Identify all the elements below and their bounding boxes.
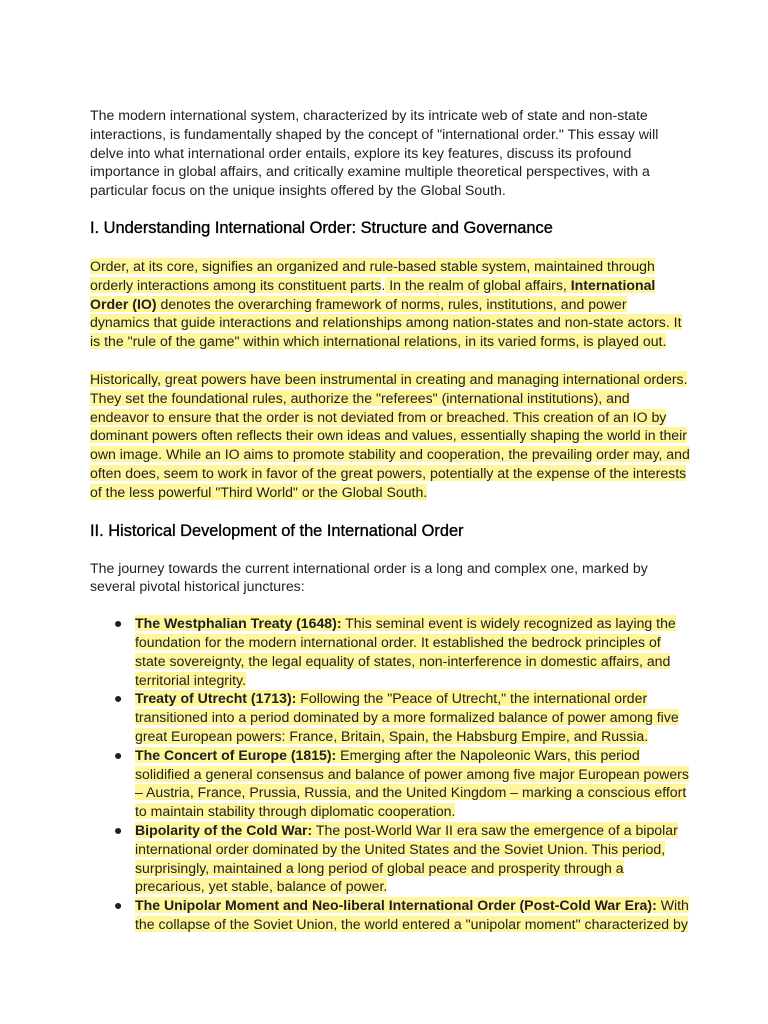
list-item-title: Treaty of Utrecht (1713): (135, 690, 297, 707)
list-item-text: Following the "Peace of Utrecht," the international order transitioned into a period dominated by a more formalized balance of power among five great European powers: France, Britain, Spain, the Habsburg Empire, and Russia. (135, 690, 679, 744)
para1-text-2: In the realm of global affairs, (385, 276, 571, 293)
bullet-icon: ● (113, 821, 123, 838)
bullet-icon: ● (113, 615, 123, 632)
highlight (135, 897, 689, 932)
list-item-title: The Concert of Europe (1815): (135, 746, 337, 763)
para1-text-1-end: . (381, 276, 386, 293)
bullet-icon: ● (113, 690, 123, 707)
para1-text-3: denotes the overarching framework of norms, rules, institutions, and power dynamics that guide interactions and relationships among nation-states and non-state actors. It is the "rule of the game" within which international relations, in its varied forms, is played out. (90, 295, 682, 350)
list-item (90, 689, 690, 745)
list-item (90, 614, 690, 689)
list-item-title: The Westphalian Treaty (1648): (135, 615, 342, 632)
highlight (135, 690, 679, 744)
highlight: Historically, great powers have been instrumental in creating and managing international orders. They set the foundational rules, authorize the "referees" (international institutions), and endeavor to ensure that the order is not deviated from or breached. This creation of an IO by dominant powers often reflects their own ideas and values, essentially shaping the world in their own image. While an IO aims to promote stability and cooperation, the prevailing order may, and often does, seem to work in favor of the great powers, potentially at the expense of the interests of the less powerful "Third World" or the Global South. (90, 370, 690, 500)
list-item-text: With the collapse of the Soviet Union, the world entered a "unipolar moment" characterized by (135, 897, 689, 932)
list-item-title: Bipolarity of the Cold War: (135, 821, 313, 838)
history-list (90, 614, 690, 934)
list-item (90, 896, 690, 934)
section1-paragraph-2 (90, 370, 690, 502)
section1-paragraph-1 (90, 257, 690, 351)
highlight (135, 615, 676, 687)
list-item-text: The post-World War II era saw the emergence of a bipolar international order dominated by the United States and the Soviet Union. This period, surprisingly, maintained a long period of global peace and prosperity through a precarious, yet stable, balance of power. (135, 821, 678, 895)
highlight (135, 747, 689, 819)
list-item (90, 821, 690, 896)
section-heading-2: II. Historical Development of the International Order (90, 521, 464, 540)
bullet-icon: ● (113, 897, 123, 914)
list-item (90, 746, 690, 821)
section2-intro: The journey towards the current international order is a long and complex one, marked by several pivotal historical junctures: (90, 559, 648, 595)
para1-text-1: Order, at its core, signifies an organized and rule-based stable system, maintained through orderly interactions among its constituent parts (90, 257, 655, 293)
list-item-title: The Unipolar Moment and Neo-liberal International Order (Post-Cold War Era): (135, 897, 657, 914)
document-body (90, 106, 690, 934)
section-heading-1: I. Understanding International Order: Structure and Governance (90, 218, 553, 237)
list-item-text: This seminal event is widely recognized as laying the foundation for the modern international order. It established the bedrock principles of state sovereignty, the legal equality of states, non-interference in domestic affairs, and territorial integrity. (135, 615, 676, 688)
bullet-icon: ● (113, 746, 123, 763)
intro-paragraph: The modern international system, characterized by its intricate web of state and non-state interactions, is fundamentally shaped by the concept of "international order." This essay will delve into what international order entails, explore its key features, discuss its profound importance in global affairs, and critically examine multiple theoretical perspectives, with a particular focus on the unique insights offered by the Global South. (90, 107, 659, 199)
list-item-text: Emerging after the Napoleonic Wars, this period solidified a general consensus and balance of power among five major European powers – Austria, France, Prussia, Russia, and the United Kingdom – marking a conscious effort to maintain stability through diplomatic cooperation. (135, 746, 689, 820)
para1-bold-term: International Order (IO) (90, 276, 656, 312)
highlight (135, 822, 678, 894)
